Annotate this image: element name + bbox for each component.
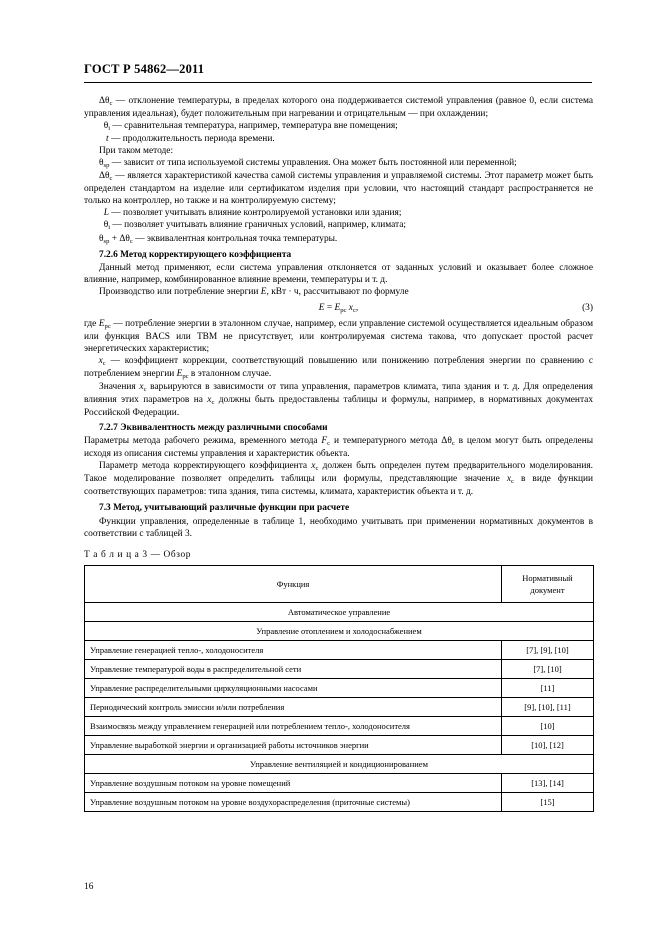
note-intro: При таком методе: — [99, 146, 174, 157]
table-row — [85, 678, 594, 697]
table-cell-document: [10] — [502, 716, 594, 735]
paragraph: где $E_{рс}$ — потребление энергии в эталонном случае, например, если управление системой осуществляется идеальным образом или функция BACS или TBM не присутствует, или контролируемая система такова, что допускает простой расчет энергетических характеристик; — [84, 318, 593, 354]
formula-3 — [84, 302, 593, 315]
header-divider — [84, 82, 592, 83]
table-cell-document: [10], [12] — [502, 735, 594, 754]
paragraph: Параметр метода корректирующего коэффициента $x_с$ должен быть определен путем предварительного моделирования. Такое моделирование позволяет определить таблицы или формулы, представляющие значение $x_с$ в виде функции соответствующих параметров: типа здания, типа системы, климата, характеристик объекта и т. д. — [84, 461, 593, 498]
table-cell-document: [15] — [502, 793, 594, 812]
table-row — [85, 735, 594, 754]
page-header: ГОСТ Р 54862—2011 — [84, 62, 205, 76]
table-section-row — [85, 621, 594, 640]
heading-7-2-6-title: Метод корректирующего коэффициента — [120, 249, 292, 260]
table-row — [85, 793, 594, 812]
table-cell-document: [7], [10] — [502, 659, 594, 678]
table-cell-function: Взаимосвязь между управлением генерацией или потреблением тепло-, холодоносителя — [85, 716, 502, 735]
table-header-row — [85, 565, 594, 602]
heading-7-3-title: Метод, учитывающий различные функции при расчете — [113, 503, 350, 514]
heading-7-2-7-number: 7.2.7 — [99, 423, 118, 434]
table-row — [85, 659, 594, 678]
heading-7-3-number: 7.3 — [99, 503, 111, 514]
table-cell-function: Управление температурой воды в распределительной сети — [85, 659, 502, 678]
table-caption: Т а б л и ц а 3 — Обзор — [84, 549, 192, 560]
table-cell-function: Управление воздушным потоком на уровне воздухораспределения (приточные системы) — [85, 793, 502, 812]
table-cell-function: Управление генерацией тепло-, холодоносителя — [85, 640, 502, 659]
table-cell-function: Управление воздушным потоком на уровне помещений — [85, 774, 502, 793]
heading-7-2-6-number: 7.2.6 — [99, 249, 118, 260]
table-row — [85, 697, 594, 716]
paragraph: Функции управления, определенные в таблице 1, необходимо учитывать при применении нормативных документов в соответствии с таблицей 3. — [84, 516, 593, 539]
table-section-label: Управление вентиляцией и кондиционированием — [85, 755, 594, 774]
definition-line: L — позволяет учитывать влияние контролируемой установки или здания; — [103, 208, 402, 219]
table-cell-document: [7], [9], [10] — [502, 640, 594, 659]
table-cell-function: Управление распределительными циркуляционными насосами — [85, 678, 502, 697]
page-content — [84, 95, 593, 812]
table-header-function: Функция — [85, 565, 502, 602]
table-section-row — [85, 755, 594, 774]
definition-line: $\Delta\theta_c$ — отклонение температуры, в пределах которого она поддерживается системой управления (равное 0, если система управления идеальная), будет положительным при нагревании и отрицательным — при охлаждении; — [84, 96, 593, 120]
definition-line: $\theta_{sp}$ — зависит от типа используемой системы управления. Она может быть постоянной или переменной; — [99, 158, 517, 170]
definition-line: $\Delta\theta_c$ — является характеристикой качества самой системы управления и управляемой системы. Этот параметр может быть определен стандартом на изделие или сертификатом изделия при условии, что настоящий стандарт распространяется не только на контроллер, но также и на контролируемую систему; — [84, 171, 593, 207]
table-cell-document: [11] — [502, 678, 594, 697]
table-section-label: Управление отоплением и холодоснабжением — [85, 621, 594, 640]
paragraph: Производство или потребление энергии E, кВт · ч, рассчитывают по формуле — [99, 286, 409, 297]
definition-line: t — продолжительность периода времени. — [106, 134, 275, 145]
definition-line: $\theta_{sp} + \Delta\theta_c$ — эквивалентная контрольная точка температуры. — [99, 233, 338, 245]
table-section-row — [85, 602, 594, 621]
formula-3-number: (3) — [582, 302, 593, 313]
table-cell-document: [9], [10], [11] — [502, 697, 594, 716]
table-cell-function: Периодический контроль эмиссии и/или потребления — [85, 697, 502, 716]
table-cell-document: [13], [14] — [502, 774, 594, 793]
heading-7-3 — [84, 502, 593, 514]
paragraph: $x_с$ — коэффициент коррекции, соответствующий повышению или понижению потребления энергии по сравнению с потреблением энергии $E_{рс}$ в эталонном случае. — [84, 355, 593, 380]
paragraph: Параметры метода рабочего режима, временного метода $F_с$ и температурного метода $\Delta\theta_c$ в целом могут быть определены исходя из описания системы управления и характеристик объекта. — [84, 436, 594, 460]
table-cell-function: Управление выработкой энергии и организацией работы источников энергии — [85, 735, 502, 754]
heading-7-2-6 — [84, 249, 593, 261]
table-row — [85, 716, 594, 735]
paragraph: Значения $x_с$ варьируются в зависимости от типа управления, параметров климата, типа здания и т. д. Для определения влияния этих параметров на $x_с$ должны быть предоставлены таблицы и формулы, например, в нормативных документах Российской Федерации. — [84, 382, 594, 419]
paragraph: Данный метод применяют, если система управления отклоняется от заданных условий и оказывает более сложное влияние, например, комбинированное влияние времени, температуры и т. д. — [84, 262, 593, 285]
formula-3-expression: $E = E_{рс}$ $x_с$, — [318, 302, 359, 314]
table-row — [85, 774, 594, 793]
table-section-label: Автоматическое управление — [85, 602, 594, 621]
heading-7-2-7-title: Эквивалентность между различными способами — [120, 423, 328, 434]
definition-line: $\theta_i$ — сравнительная температура, например, температура вне помещения; — [99, 121, 398, 133]
definition-line: $\theta_i$ — позволяет учитывать влияние граничных условий, например, климата; — [99, 220, 407, 232]
table-row — [85, 640, 594, 659]
heading-7-2-7 — [84, 422, 593, 434]
page-number: 16 — [84, 882, 94, 892]
table-header-document: Нормативный документ — [502, 565, 594, 602]
overview-table — [84, 565, 594, 813]
